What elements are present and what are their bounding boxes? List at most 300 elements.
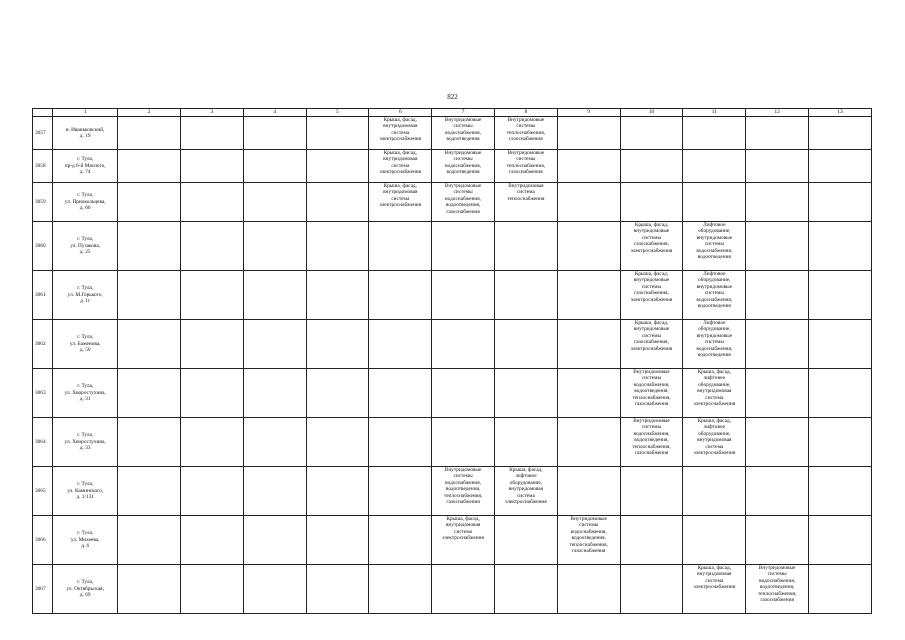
cell-line: теплоснабжения [507,195,545,202]
table-row [33,565,872,614]
cell-line: водоотведения, [445,202,481,209]
row-number: 3064 [33,418,53,467]
work-cell-col-2 [118,320,181,369]
work-cell-col-9 [557,271,620,320]
cell-line: Внутридомовые [444,467,482,473]
work-cell-col-4 [243,222,306,271]
cell-line: система [705,443,724,450]
cell-line: газоснабжения [760,597,794,604]
work-cell-col-8 [494,150,557,183]
header-cell-2: 2 [118,109,181,117]
cell-line: д. 74 [79,169,91,176]
header-cell-11: 11 [683,109,746,117]
work-cell-col-7 [432,150,495,183]
header-cell-6: 6 [369,109,432,117]
work-cell-col-5 [306,271,369,320]
cell-line: водоотведения, [759,584,795,591]
cell-line: водоотведения [697,352,731,359]
cell-line: системы [579,522,599,529]
work-cell-col-2 [118,222,181,271]
cell-line: д. 69 [79,592,91,599]
cell-line: Внутридомовые [633,418,670,424]
work-cell-col-12 [746,320,809,369]
work-cell-col-10 [620,222,683,271]
cell-line: водоснабжения, [445,195,482,202]
cell-line: Внутридомовые [507,150,545,156]
address-cell [53,271,118,320]
header-cell-8: 8 [494,109,557,117]
cell-line: водоснабжения, [445,129,482,136]
work-cell-col-8 [494,565,557,614]
cell-line: система [454,528,473,535]
cell-line: электроснабжения [379,169,422,176]
cell-line: г. Тула, [77,236,94,243]
work-cell-col-10 [620,565,683,614]
cell-line: водоотведения [697,303,731,310]
work-cell-col-9 [557,418,620,467]
work-cell-col-3 [180,467,243,516]
work-cell-col-4 [243,467,306,516]
cell-line: д. 25 [79,249,91,256]
cell-line: Внутридомовые [444,183,482,189]
work-cell-col-9 [557,565,620,614]
cell-line: ул. Михеева, [70,536,100,543]
cell-line: водоотведения [697,254,731,261]
table-row [33,369,872,418]
work-cell-col-5 [306,369,369,418]
work-cell-col-4 [243,150,306,183]
cell-line: системы [453,123,473,130]
table-row [33,117,872,150]
cell-line: д. 1/131 [76,494,94,501]
work-cell-col-12 [746,516,809,565]
cell-line: электроснабжения [630,345,673,352]
cell-line: оборудование, [698,277,731,284]
table-row [33,183,872,222]
cell-line: внутридомовая [383,123,418,130]
work-cell-col-6 [369,271,432,320]
cell-line: электроснабжения [379,202,422,209]
cell-line: Крыша, фасад, [697,418,732,424]
work-cell-col-12 [746,467,809,516]
cell-line: Лифтовое [703,271,726,277]
work-cell-col-13 [809,369,872,418]
cell-line: внутридомовая [383,156,418,163]
work-cell-col-3 [180,565,243,614]
cell-line: внутридомовые [696,332,733,339]
cell-line: Внутридомовые [570,516,607,522]
work-cell-col-12 [746,117,809,150]
cell-line: внутридомовые [633,277,670,284]
header-cell-blank [33,109,53,117]
cell-line: г. Тула, [77,156,94,163]
address-cell [53,516,118,565]
page-number: 822 [447,93,458,101]
cell-line: оборудование, [698,430,731,437]
work-cell-col-9 [557,150,620,183]
work-cell-col-6 [369,150,432,183]
work-cell-col-7 [432,565,495,614]
address-cell [53,117,118,150]
row-number: 3062 [33,320,53,369]
work-cell-col-13 [809,183,872,222]
work-cell-col-5 [306,183,369,222]
work-cell-col-7 [432,117,495,150]
row-number: 3058 [33,150,53,183]
work-cell-col-6 [369,222,432,271]
work-cell-col-3 [180,222,243,271]
row-number: 3063 [33,369,53,418]
cell-line: внутридомовая [697,388,732,395]
cell-line: система [705,394,724,401]
cell-line: лифтовое [703,375,725,382]
work-cell-col-13 [809,150,872,183]
work-cell-col-8 [494,516,557,565]
cell-line: внутридомовые [696,234,733,241]
header-cell-12: 12 [746,109,809,117]
cell-line: газоснабжения, [634,290,669,297]
table-row [33,222,872,271]
work-cell-col-10 [620,150,683,183]
work-cell-col-7 [432,320,495,369]
cell-line: Крыша, фасад, [634,320,669,326]
cell-line: внутридомовая [697,437,732,444]
work-cell-col-8 [494,467,557,516]
work-cell-col-5 [306,117,369,150]
cell-line: Крыша, фасад, [697,369,732,375]
work-cell-col-2 [118,271,181,320]
work-cell-col-8 [494,369,557,418]
cell-line: внутридомовая [508,486,544,493]
work-cell-col-11 [683,565,746,614]
table-row [33,467,872,516]
work-cell-col-5 [306,565,369,614]
cell-line: водоснабжения, [759,577,796,584]
work-cell-col-11 [683,150,746,183]
work-cell-col-2 [118,516,181,565]
work-cell-col-3 [180,369,243,418]
work-cell-col-10 [620,369,683,418]
work-cell-col-10 [620,183,683,222]
cell-line: водоснабжения, [445,479,482,486]
cell-line: газоснабжения [634,450,669,457]
address-cell [53,320,118,369]
work-cell-col-9 [557,467,620,516]
cell-line: газоснабжения [571,548,606,555]
work-cell-col-13 [809,516,872,565]
work-cell-col-12 [746,369,809,418]
work-cell-col-5 [306,150,369,183]
work-cell-col-9 [557,516,620,565]
cell-line: Крыша, фасад, [697,565,732,571]
work-cell-col-13 [809,320,872,369]
work-cell-col-6 [369,467,432,516]
address-cell [53,565,118,614]
work-cell-col-2 [118,183,181,222]
work-cell-col-8 [494,222,557,271]
work-cell-col-2 [118,369,181,418]
cell-line: газоснабжения, [634,339,669,346]
work-cell-col-3 [180,320,243,369]
cell-line: оборудование, [698,228,731,235]
cell-line: ул. Хворостухина, [64,389,106,396]
work-cell-col-13 [809,117,872,150]
cell-line: Лифтовое [703,320,726,326]
cell-line: электроснабжения [379,136,422,143]
cell-line: водоснабжения, [696,296,733,303]
cell-line: оборудование, [698,381,731,388]
work-cell-col-12 [746,183,809,222]
cell-line: газоснабжения [446,208,480,215]
cell-line: лифтовое [703,424,725,431]
cell-line: ул. Октябрьская, [66,585,104,592]
cell-line: водоотведения, [634,437,669,444]
work-cell-col-7 [432,418,495,467]
work-cell-col-6 [369,183,432,222]
cell-line: теплоснабжения, [443,492,483,499]
work-cell-col-11 [683,271,746,320]
cell-line: Внутридомовые [507,117,545,123]
row-number: 3059 [33,183,53,222]
work-cell-col-8 [494,418,557,467]
work-cell-col-13 [809,222,872,271]
work-cell-col-6 [369,117,432,150]
work-cell-col-4 [243,320,306,369]
cell-line: водоснабжения, [633,430,670,437]
cell-line: д. 60 [79,205,91,212]
cell-line: ул. Приокольцева, [64,198,106,205]
works-table [32,108,872,614]
address-cell [53,369,118,418]
work-cell-col-4 [243,418,306,467]
cell-line: теплоснабжения, [757,590,797,597]
cell-line: Внутридомовые [444,150,482,156]
work-cell-col-9 [557,320,620,369]
cell-line: Внутридомовые [758,565,796,571]
work-cell-col-12 [746,271,809,320]
header-cell-5: 5 [306,109,369,117]
cell-line: теплоснабжения, [506,129,546,136]
work-cell-col-12 [746,150,809,183]
row-number: 3065 [33,467,53,516]
work-cell-col-13 [809,418,872,467]
cell-line: электроснабжения [630,296,673,303]
cell-line: электроснабжения [505,499,547,506]
cell-line: система [516,492,535,499]
table-row [33,516,872,565]
cell-line: Внутридомовые [444,117,482,123]
work-cell-col-6 [369,320,432,369]
cell-line: Крыша, фасад, [634,271,669,277]
work-cell-col-13 [809,467,872,516]
address-cell [53,418,118,467]
row-number: 3067 [33,565,53,614]
cell-line: Крыша, фасад, [509,467,543,473]
cell-line: системы [767,571,787,578]
work-cell-col-4 [243,271,306,320]
table-row [33,418,872,467]
cell-line: электроснабжения [442,535,484,542]
work-cell-col-9 [557,183,620,222]
cell-line: электроснабжения [630,247,673,254]
work-cell-col-2 [118,565,181,614]
work-cell-col-7 [432,369,495,418]
work-cell-col-7 [432,222,495,271]
work-cell-col-3 [180,516,243,565]
cell-line: внутридомовые [633,326,670,333]
work-cell-col-11 [683,117,746,150]
cell-line: Крыша, фасад, [446,516,480,522]
row-number: 3060 [33,222,53,271]
work-cell-col-8 [494,271,557,320]
cell-line: газоснабжения [446,499,480,506]
cell-line: система [391,129,410,136]
cell-line: внутридомовые [696,283,733,290]
cell-line: электроснабжения [693,401,736,408]
cell-line: д. 50 [79,347,91,354]
work-cell-col-6 [369,565,432,614]
cell-line: Лифтовое [703,222,726,228]
cell-line: г. Тула, [77,334,94,341]
cell-line: теплоснабжения, [632,443,671,450]
address-cell [53,467,118,516]
cell-line: водоснабжения, [570,528,607,535]
header-cell-1: 1 [53,109,118,117]
header-cell-13: 13 [809,109,872,117]
cell-line: системы [641,424,662,431]
table-row [33,271,872,320]
work-cell-col-10 [620,320,683,369]
work-cell-col-9 [557,222,620,271]
cell-line: Внутридомовые [633,369,670,375]
address-cell [53,183,118,222]
cell-line: системы [641,332,662,339]
cell-line: г. Тула, [77,432,94,439]
cell-line: системы [516,156,536,163]
work-cell-col-3 [180,117,243,150]
work-cell-col-3 [180,271,243,320]
work-cell-col-4 [243,516,306,565]
cell-line: ул. М.Горького, [67,291,103,298]
work-cell-col-7 [432,467,495,516]
cell-line: оборудование, [509,479,543,486]
cell-line: оборудование, [698,326,731,333]
work-cell-col-5 [306,320,369,369]
cell-line: ул. Пузакова, [70,242,101,249]
cell-line: внутридомовая [383,189,418,196]
cell-line: системы [516,123,536,130]
cell-line: г. Тула, [77,383,94,390]
header-cell-7: 7 [432,109,495,117]
work-cell-col-8 [494,320,557,369]
cell-line: системы [453,156,473,163]
work-cell-col-4 [243,565,306,614]
work-cell-col-6 [369,369,432,418]
cell-line: ул. Каминского, [67,487,104,494]
cell-line: ул. Хворостухина, [64,438,106,445]
header-row [33,109,872,117]
cell-line: Крыша, фасад, [383,183,417,189]
cell-line: в. Иваньковский, [66,126,105,133]
work-cell-col-9 [557,117,620,150]
cell-line: система [705,577,724,584]
address-cell [53,222,118,271]
work-cell-col-11 [683,183,746,222]
cell-line: лифтовое [515,473,537,480]
work-cell-col-11 [683,467,746,516]
work-cell-col-11 [683,369,746,418]
work-cell-col-12 [746,565,809,614]
cell-line: системы [453,473,473,480]
work-cell-col-11 [683,320,746,369]
cell-line: внутридомовая [445,522,481,529]
work-cell-col-3 [180,183,243,222]
header-cell-10: 10 [620,109,683,117]
cell-line: д. 33 [79,445,91,452]
row-number: 3057 [33,117,53,150]
cell-line: ул. Баженова, [69,340,101,347]
work-cell-col-8 [494,183,557,222]
work-cell-col-10 [620,117,683,150]
table-row [33,150,872,183]
header-cell-4: 4 [243,109,306,117]
work-cell-col-2 [118,150,181,183]
cell-line: теплоснабжения, [632,394,671,401]
work-cell-col-3 [180,418,243,467]
cell-line: водоснабжения, [633,381,670,388]
cell-line: г. Тула, [77,285,94,292]
cell-line: теплоснабжения, [569,541,608,548]
cell-line: система [516,189,535,196]
cell-line: д. 19 [79,133,91,139]
work-cell-col-11 [683,516,746,565]
cell-line: системы [704,241,724,248]
cell-line: Крыша, фасад, [383,150,417,156]
work-cell-col-3 [180,150,243,183]
work-cell-col-4 [243,183,306,222]
header-cell-9: 9 [557,109,620,117]
work-cell-col-10 [620,516,683,565]
work-cell-col-13 [809,271,872,320]
cell-line: Внутридомовая [508,183,544,189]
cell-line: д. 6 [81,543,90,550]
cell-line: водоотведения, [634,388,669,395]
work-cell-col-4 [243,369,306,418]
cell-line: системы [641,375,662,382]
work-cell-col-11 [683,222,746,271]
work-cell-col-7 [432,516,495,565]
address-cell [53,150,118,183]
work-cell-col-5 [306,467,369,516]
work-cell-col-7 [432,271,495,320]
work-cell-col-5 [306,222,369,271]
cell-line: газоснабжения [509,169,543,176]
cell-line: системы [641,234,662,241]
cell-line: водоснабжения, [696,247,733,254]
cell-line: электроснабжения [693,450,736,457]
cell-line: г. Тула, [77,192,94,199]
cell-line: система [391,162,410,169]
work-cell-col-12 [746,418,809,467]
work-cell-col-8 [494,117,557,150]
cell-line: водоотведения [446,169,480,176]
work-cell-col-2 [118,418,181,467]
cell-line: система [391,195,410,202]
cell-line: внутридомовая [697,571,732,578]
cell-line: водоснабжения, [445,162,482,169]
cell-line: газоснабжения [509,136,543,143]
work-cell-col-5 [306,516,369,565]
